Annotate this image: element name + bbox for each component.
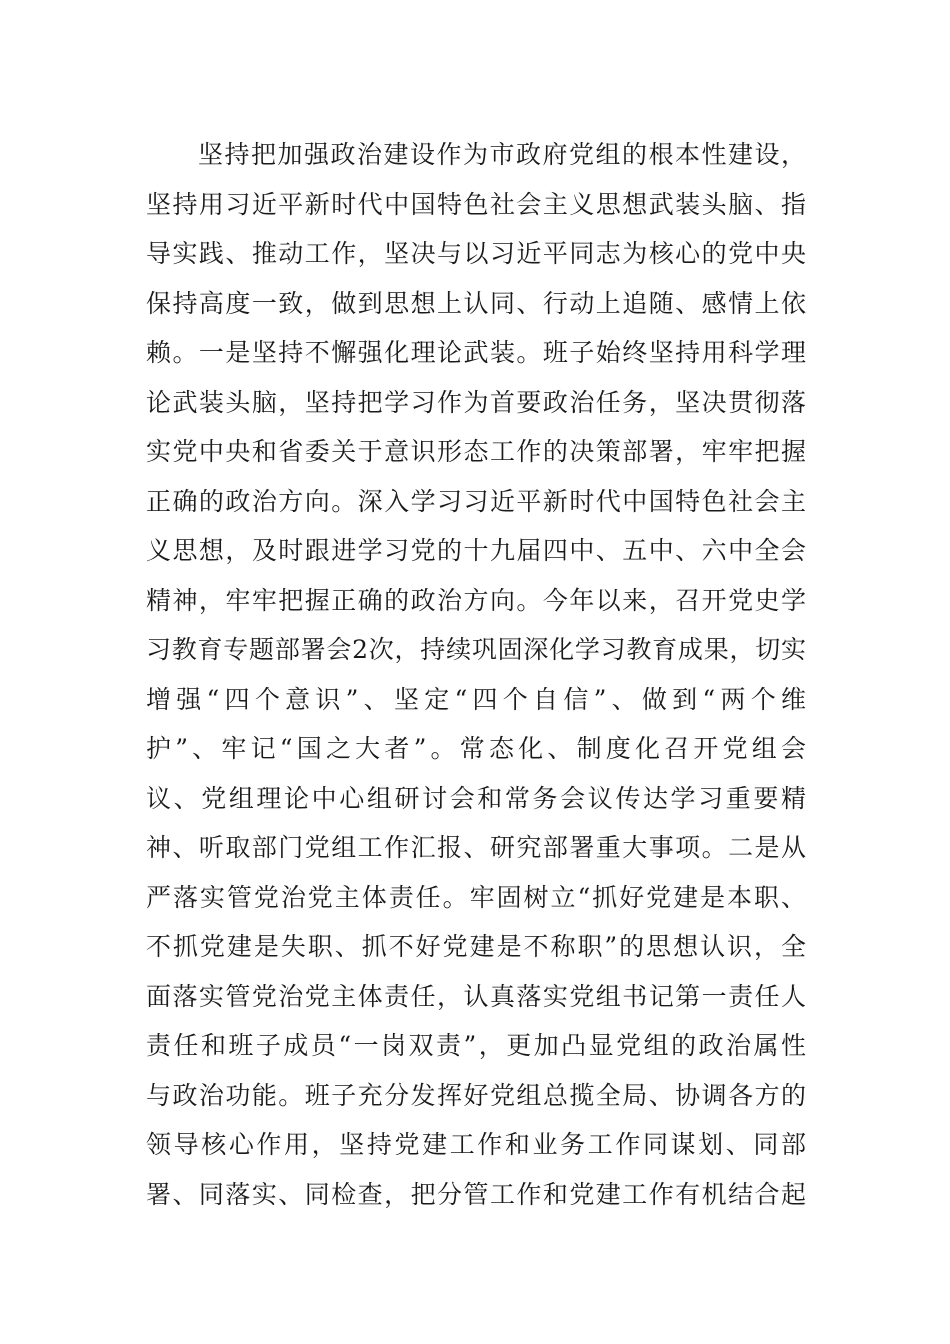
paragraph-line: 护”、牢记“国之大者”。常态化、制度化召开党组会: [146, 734, 806, 763]
paragraph-line: 赖。一是坚持不懈强化理论武装。班子始终坚持用科学理: [146, 338, 806, 367]
paragraph-line: 署、同落实、同检查，把分管工作和党建工作有机结合起: [146, 1179, 806, 1209]
paragraph-line: 实党中央和省委关于意识形态工作的决策部署，牢牢把握: [146, 437, 806, 466]
body-paragraph: [146, 130, 806, 1219]
paragraph-line: 增强“四个意识”、坚定“四个自信”、做到“两个维: [146, 684, 806, 714]
paragraph-line: 正确的政治方向。深入学习习近平新时代中国特色社会主: [146, 486, 806, 516]
paragraph-line: 议、党组理论中心组研讨会和常务会议传达学习重要精: [146, 783, 806, 813]
paragraph-line: 导实践、推动工作，坚决与以习近平同志为核心的党中央: [146, 239, 806, 268]
paragraph-line: 习教育专题部署会2次，持续巩固深化学习教育成果，切实: [146, 635, 806, 664]
paragraph-line: 领导核心作用，坚持党建工作和业务工作同谋划、同部: [146, 1130, 806, 1159]
paragraph-line: 坚持把加强政治建设作为市政府党组的根本性建设，: [198, 140, 806, 169]
paragraph-line: 坚持用习近平新时代中国特色社会主义思想武装头脑、指: [146, 189, 806, 219]
paragraph-line: 义思想，及时跟进学习党的十九届四中、五中、六中全会: [146, 536, 806, 565]
paragraph-line: 论武装头脑，坚持把学习作为首要政治任务，坚决贯彻落: [146, 387, 806, 417]
paragraph-line: 保持高度一致，做到思想上认同、行动上追随、感情上依: [146, 288, 806, 318]
paragraph-line: 神、听取部门党组工作汇报、研究部署重大事项。二是从: [146, 833, 806, 862]
paragraph-line: 不抓党建是失职、抓不好党建是不称职”的思想认识，全: [146, 932, 806, 961]
paragraph-line: 责任和班子成员“一岗双责”，更加凸显党组的政治属性: [146, 1031, 806, 1060]
paragraph-line: 与政治功能。班子充分发挥好党组总揽全局、协调各方的: [146, 1080, 806, 1110]
paragraph-line: 面落实管党治党主体责任，认真落实党组书记第一责任人: [146, 981, 806, 1011]
paragraph-line: 严落实管党治党主体责任。牢固树立“抓好党建是本职、: [146, 882, 806, 912]
paragraph-line: 精神，牢牢把握正确的政治方向。今年以来，召开党史学: [146, 585, 806, 615]
